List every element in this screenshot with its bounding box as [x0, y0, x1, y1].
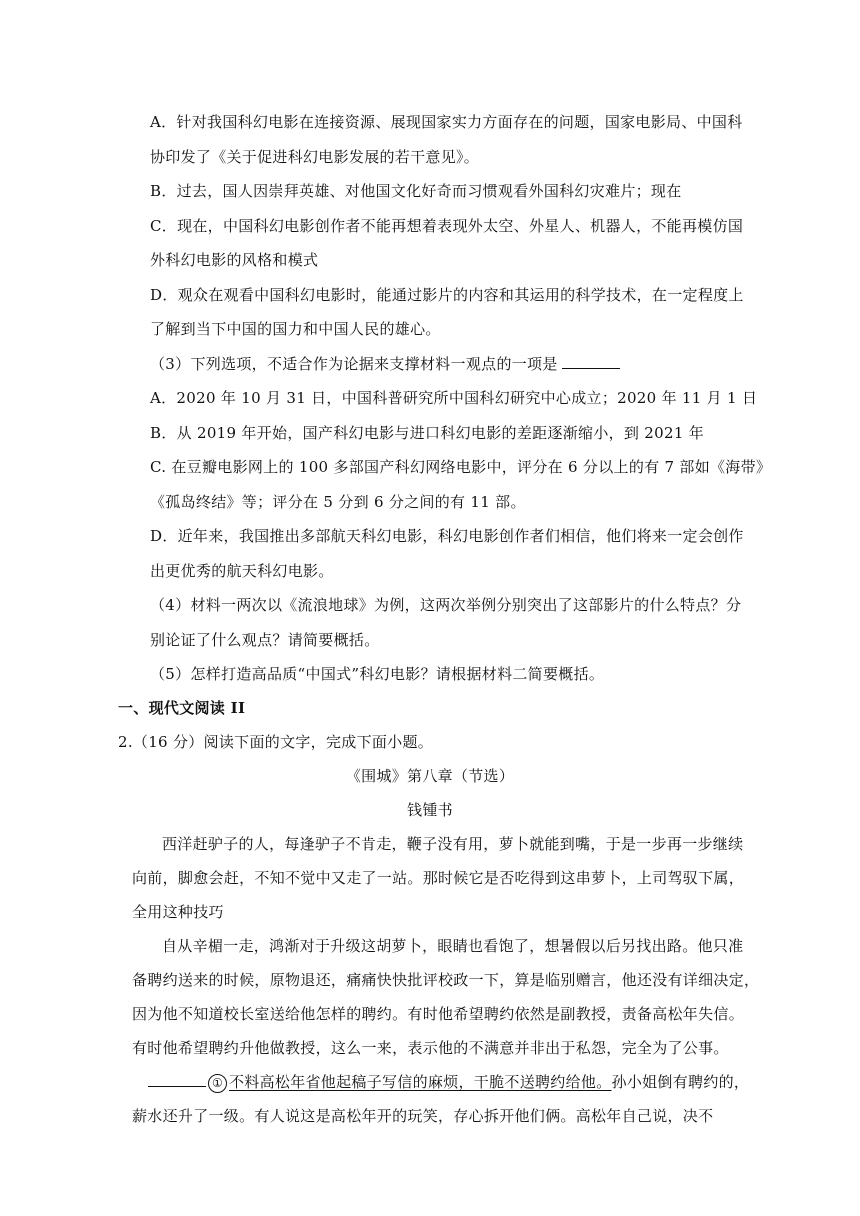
para2-line4: 有时他希望聘约升他做教授，这么一来，表示他的不满意并非出于私怨，完全为了公事。 [132, 1039, 729, 1057]
q5: （5）怎样打造高品质“中国式”科幻电影？请根据材料二简要概括。 [150, 665, 605, 683]
underlined-sentence: 不料高松年省他起稿子写信的麻烦，干脆不送聘约给他。 [229, 1073, 612, 1091]
q3-stem-text: （3）下列选项，不适合作为论据来支撑材料一观点的一项是 [150, 355, 558, 373]
passage-title: 《围城》第八章（节选） [345, 767, 515, 785]
para2-line2: 备聘约送来的时候，原物退还，痛痛快快批评校政一下，算是临别赠言，他还没有详细决定， [132, 971, 760, 989]
q2-option-d-line1: D．观众在观看中国科幻电影时，能通过影片的内容和其运用的科学技术，在一定程度上 [150, 286, 744, 304]
q4-line1: （4）材料一两次以《流浪地球》为例，这两次举例分别突出了这部影片的什么特点？分 [150, 596, 742, 614]
q3-option-d-line1: D．近年来，我国推出多部航天科幻电影，科幻电影创作者们相信，他们将来一定会创作 [150, 527, 744, 545]
circled-number-marker: ① [208, 1074, 227, 1093]
para1-line1: 西洋赶驴子的人，每逢驴子不肯走，鞭子没有用，萝卜就能到嘴，于是一步再一步继续 [162, 835, 744, 853]
q3-option-a: A．2020 年 10 月 31 日，中国科普研究所中国科幻研究中心成立；2020 年 11 月 1 日 [150, 389, 758, 407]
q2-option-c-line2: 外科幻电影的风格和模式 [150, 251, 319, 269]
q3-option-c-line2: 《孤岛终结》等；评分在 5 分到 6 分之间的有 11 部。 [150, 493, 526, 511]
para3-line2: 薪水还升了一级。有人说这是高松年开的玩笑，存心拆开他们俩。高松年自己说，决不 [132, 1107, 714, 1125]
q3-option-d-line2: 出更优秀的航天科幻电影。 [150, 562, 334, 580]
underline-lead [148, 1072, 206, 1087]
q2-option-a-line2: 协印发了《关于促进科幻电影发展的若干意见》。 [150, 148, 480, 166]
q3-stem [150, 354, 620, 374]
q2-option-a-line1: A．针对我国科幻电影在连接资源、展现国家实力方面存在的问题，国家电影局、中国科 [150, 113, 743, 131]
para1-line3: 全用这种技巧 [132, 903, 224, 921]
passage-author: 钱锺书 [407, 801, 453, 819]
para3-line1 [148, 1072, 749, 1093]
section-heading: 一、现代文阅读 II [118, 699, 246, 717]
para3-line1-rest: 孙小姐倒有聘约的， [611, 1073, 750, 1091]
para1-line2: 向前，脚愈会赶，不知不觉中又走了一站。那时候它是否吃得到这串萝卜，上司驾驭下属， [132, 869, 745, 887]
para2-line1: 自从辛楣一走，鸿渐对于升级这胡萝卜，眼睛也看饱了，想暑假以后另找出路。他只准 [162, 937, 744, 955]
q4-line2: 别论证了什么观点？请简要概括。 [150, 631, 380, 649]
answer-blank [562, 354, 620, 369]
para2-line3: 因为他不知道校长室送给他怎样的聘约。有时他希望聘约依然是副教授，责备高松年失信。 [132, 1005, 745, 1023]
q2-option-d-line2: 了解到当下中国的国力和中国人民的雄心。 [150, 320, 441, 338]
q3-option-c-line1: C. 在豆瓣电影网上的 100 多部国产科幻网络电影中，评分在 6 分以上的有 7 部如《海带》 [150, 458, 772, 476]
q2-option-c-line1: C．现在，中国科幻电影创作者不能再想着表现外太空、外星人、机器人，不能再模仿国 [150, 217, 744, 235]
q2-option-b: B．过去，国人因崇拜英雄、对他国文化好奇而习惯观看外国科幻灾难片；现在 [150, 182, 682, 200]
q3-option-b: B．从 2019 年开始，国产科幻电影与进口科幻电影的差距逐渐缩小，到 2021 年 [150, 424, 705, 442]
question-2-intro: 2.（16 分）阅读下面的文字，完成下面小题。 [118, 733, 434, 751]
